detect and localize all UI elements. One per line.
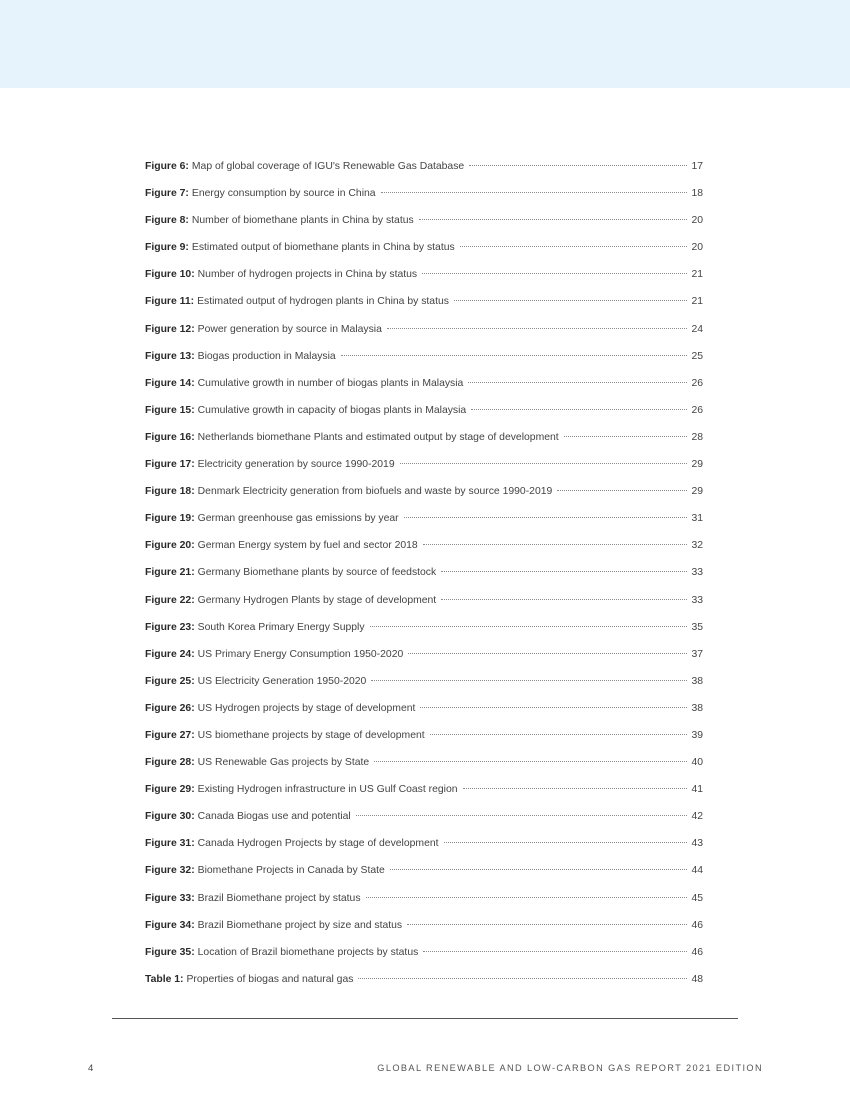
toc-entry[interactable] [145, 592, 703, 619]
entry-title: Germany Biomethane plants by source of feedstock [197, 567, 437, 579]
report-title: GLOBAL RENEWABLE AND LOW-CARBON GAS REPORT 2021 EDITION [377, 1063, 763, 1073]
entry-title: Number of hydrogen projects in China by status [197, 269, 418, 281]
dot-leader [441, 599, 687, 600]
entry-label: Figure 15: [145, 404, 195, 416]
entry-page: 48 [691, 973, 703, 985]
dot-leader [422, 273, 687, 274]
entry-label: Figure 23: [145, 621, 195, 633]
entry-label: Figure 9: [145, 242, 189, 254]
entry-title: US biomethane projects by stage of development [197, 729, 425, 741]
toc-entry[interactable] [145, 971, 703, 998]
toc-entry[interactable] [145, 619, 703, 646]
toc-entry[interactable] [145, 239, 703, 266]
toc-entry[interactable] [145, 564, 703, 591]
entry-title: Estimated output of hydrogen plants in China by status [197, 296, 449, 308]
entry-label: Figure 10: [145, 269, 195, 281]
entry-page: 38 [691, 675, 703, 687]
entry-label: Figure 20: [145, 540, 195, 552]
toc-entry[interactable] [145, 483, 703, 510]
entry-title: Number of biomethane plants in China by status [191, 215, 414, 227]
entry-label: Figure 19: [145, 513, 195, 525]
entry-label: Figure 13: [145, 350, 195, 362]
entry-page: 24 [691, 323, 703, 335]
entry-title: Existing Hydrogen infrastructure in US Gulf Coast region [197, 784, 458, 796]
dot-leader [341, 355, 687, 356]
entry-title: Estimated output of biomethane plants in China by status [191, 242, 455, 254]
toc-entry[interactable] [145, 646, 703, 673]
entry-page: 21 [691, 296, 703, 308]
entry-label: Figure 28: [145, 757, 195, 769]
entry-label: Figure 22: [145, 594, 195, 606]
entry-label: Figure 30: [145, 811, 195, 823]
entry-page: 37 [691, 648, 703, 660]
entry-page: 29 [691, 486, 703, 498]
entry-label: Figure 7: [145, 188, 189, 200]
entry-title: Canada Biogas use and potential [197, 811, 351, 823]
entry-page: 38 [691, 702, 703, 714]
dot-leader [463, 788, 687, 789]
entry-page: 20 [691, 242, 703, 254]
entry-label: Figure 29: [145, 784, 195, 796]
entry-label: Figure 25: [145, 675, 195, 687]
entry-title: Cumulative growth in number of biogas plants in Malaysia [197, 377, 464, 389]
dot-leader [468, 382, 687, 383]
dot-leader [471, 409, 687, 410]
entry-title: US Renewable Gas projects by State [197, 757, 370, 769]
entry-title: Brazil Biomethane project by status [197, 892, 361, 904]
entry-page: 33 [691, 567, 703, 579]
toc-entry[interactable] [145, 158, 703, 185]
entry-title: German greenhouse gas emissions by year [197, 513, 399, 525]
entry-page: 45 [691, 892, 703, 904]
dot-leader [444, 842, 687, 843]
toc-entry[interactable] [145, 402, 703, 429]
entry-page: 40 [691, 757, 703, 769]
toc-entry[interactable] [145, 754, 703, 781]
toc-entry[interactable] [145, 835, 703, 862]
entry-title: Canada Hydrogen Projects by stage of development [197, 838, 439, 850]
entry-title: Netherlands biomethane Plants and estimated output by stage of development [197, 431, 559, 443]
entry-page: 18 [691, 188, 703, 200]
page-number: 4 [88, 1063, 94, 1074]
entry-title: Brazil Biomethane project by size and status [197, 919, 403, 931]
dot-leader [423, 951, 687, 952]
entry-page: 28 [691, 431, 703, 443]
entry-title: Cumulative growth in capacity of biogas plants in Malaysia [197, 404, 467, 416]
dot-leader [460, 246, 687, 247]
toc-entry[interactable] [145, 510, 703, 537]
entry-title: Map of global coverage of IGU's Renewable Gas Database [191, 161, 465, 172]
entry-page: 44 [691, 865, 703, 877]
toc-entry[interactable] [145, 375, 703, 402]
entry-title: German Energy system by fuel and sector 2018 [197, 540, 418, 552]
entry-label: Figure 31: [145, 838, 195, 850]
toc-entry[interactable] [145, 727, 703, 754]
entry-page: 26 [691, 404, 703, 416]
entry-label: Figure 21: [145, 567, 195, 579]
entry-label: Figure 14: [145, 377, 195, 389]
dot-leader [381, 192, 687, 193]
dot-leader [370, 626, 687, 627]
dot-leader [387, 328, 687, 329]
dot-leader [557, 490, 687, 491]
entry-page: 26 [691, 377, 703, 389]
entry-label: Figure 11: [145, 296, 195, 308]
entry-page: 43 [691, 838, 703, 850]
entry-page: 20 [691, 215, 703, 227]
entry-page: 39 [691, 729, 703, 741]
dot-leader [390, 869, 687, 870]
entry-title: US Electricity Generation 1950-2020 [197, 675, 367, 687]
dot-leader [469, 165, 687, 166]
dot-leader [407, 924, 687, 925]
entry-page: 46 [691, 919, 703, 931]
entry-page: 21 [691, 269, 703, 281]
entry-page: 32 [691, 540, 703, 552]
dot-leader [358, 978, 687, 979]
entry-label: Figure 33: [145, 892, 195, 904]
entry-page: 25 [691, 350, 703, 362]
entry-label: Table 1: [145, 973, 184, 985]
toc-entry[interactable] [145, 700, 703, 727]
toc-entry[interactable] [145, 808, 703, 835]
toc-entry[interactable] [145, 917, 703, 944]
dot-leader [400, 463, 687, 464]
entry-page: 35 [691, 621, 703, 633]
entry-label: Figure 18: [145, 486, 195, 498]
entry-title: Location of Brazil biomethane projects by status [197, 946, 419, 958]
dot-leader [366, 897, 687, 898]
toc-entry[interactable] [145, 348, 703, 375]
toc-entry[interactable] [145, 212, 703, 239]
entry-title: Power generation by source in Malaysia [197, 323, 382, 335]
header-band [0, 0, 850, 88]
entry-label: Figure 27: [145, 729, 195, 741]
dot-leader [423, 544, 687, 545]
dot-leader [419, 219, 687, 220]
dot-leader [404, 517, 687, 518]
entry-label: Figure 34: [145, 919, 195, 931]
dot-leader [441, 571, 687, 572]
toc-entry[interactable] [145, 321, 703, 348]
toc-entry[interactable] [145, 266, 703, 293]
dot-leader [356, 815, 687, 816]
entry-page: 31 [691, 513, 703, 525]
toc-entry[interactable] [145, 781, 703, 808]
toc-entry[interactable] [145, 293, 703, 320]
entry-title: Properties of biogas and natural gas [186, 973, 354, 985]
entry-label: Figure 16: [145, 431, 195, 443]
toc-entry[interactable] [145, 185, 703, 212]
entry-label: Figure 26: [145, 702, 195, 714]
entry-page: 46 [691, 946, 703, 958]
toc-entry[interactable] [145, 890, 703, 917]
dot-leader [454, 300, 687, 301]
list-of-figures [145, 158, 703, 998]
entry-label: Figure 24: [145, 648, 195, 660]
entry-title: Biogas production in Malaysia [197, 350, 336, 362]
toc-entry[interactable] [145, 673, 703, 700]
entry-label: Figure 12: [145, 323, 195, 335]
entry-label: Figure 8: [145, 215, 189, 227]
entry-label: Figure 6: [145, 161, 189, 172]
entry-title: Electricity generation by source 1990-2019 [197, 459, 395, 471]
entry-title: US Primary Energy Consumption 1950-2020 [197, 648, 404, 660]
dot-leader [408, 653, 687, 654]
entry-page: 41 [691, 784, 703, 796]
dot-leader [420, 707, 687, 708]
toc-entry[interactable] [145, 944, 703, 971]
entry-title: Germany Hydrogen Plants by stage of development [197, 594, 437, 606]
entry-page: 42 [691, 811, 703, 823]
entry-page: 33 [691, 594, 703, 606]
entry-title: South Korea Primary Energy Supply [197, 621, 365, 633]
toc-entry[interactable] [145, 862, 703, 889]
entry-title: Denmark Electricity generation from biofuels and waste by source 1990-2019 [197, 486, 553, 498]
dot-leader [371, 680, 687, 681]
toc-entry[interactable] [145, 456, 703, 483]
entry-label: Figure 17: [145, 459, 195, 471]
footer-divider [112, 1018, 738, 1019]
toc-entry[interactable] [145, 429, 703, 456]
dot-leader [374, 761, 687, 762]
entry-page: 17 [691, 161, 703, 172]
entry-title: Energy consumption by source in China [191, 188, 376, 200]
entry-label: Figure 32: [145, 865, 195, 877]
entry-title: US Hydrogen projects by stage of development [197, 702, 416, 714]
entry-page: 29 [691, 459, 703, 471]
entry-label: Figure 35: [145, 946, 195, 958]
toc-entry[interactable] [145, 537, 703, 564]
entry-title: Biomethane Projects in Canada by State [197, 865, 385, 877]
dot-leader [430, 734, 687, 735]
dot-leader [564, 436, 687, 437]
